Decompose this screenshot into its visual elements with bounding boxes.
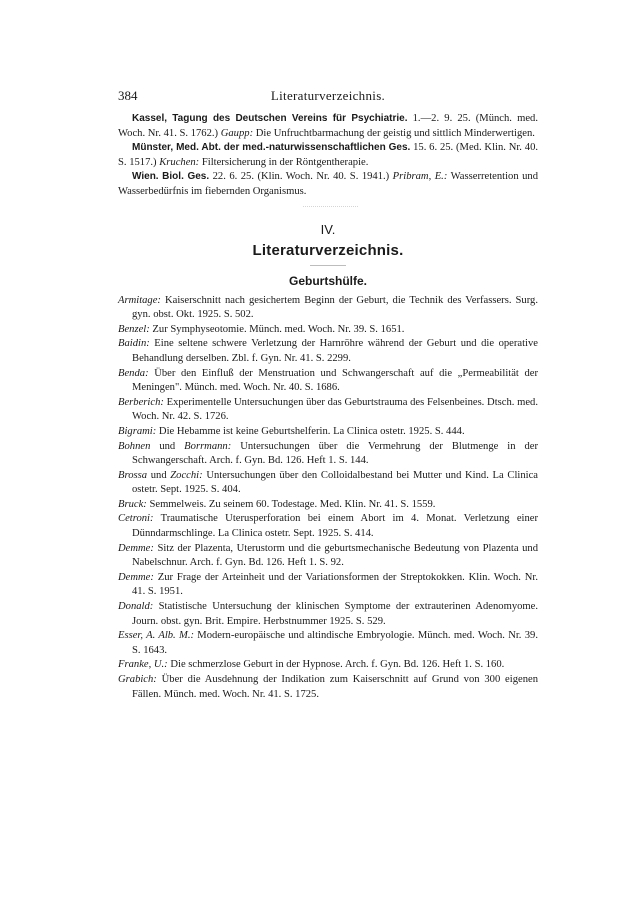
bibliography-entry — [118, 498, 538, 513]
bibliography-entry — [118, 294, 538, 323]
bibliography-entry — [118, 673, 538, 702]
subsection-title: Geburtshülfe. — [288, 273, 367, 288]
entry-text: Über den Einfluß der Menstruation und Schwangerschaft auf die „Permeabilität der Meningen". Münch. med. Woch. Nr. 40. S. 1686. — [132, 367, 538, 394]
entry-text: Traumatische Uterusperforation bei einem Abort im 4. Monat. Verletzung einer Dünndarmschlinge. La Clinica ostetr. Sept. 1925. S. 414. — [132, 513, 538, 540]
entry-text: Untersuchungen über die Vermehrung der Blutmenge in der Schwangerschaft. Arch. f. Gyn. Bd. 126. Heft 1. S. 144. — [132, 440, 538, 467]
running-title: Literaturverzeichnis. — [270, 88, 386, 103]
section-divider — [118, 200, 538, 214]
entry-conjunction: und — [147, 469, 171, 481]
bibliography-entry — [118, 469, 538, 498]
bibliography-entry — [118, 440, 538, 469]
entry-text: Die schmerzlose Geburt in der Hypnose. Arch. f. Gyn. Bd. 126. Heft 1. S. 160. — [167, 659, 505, 671]
bibliography-entry — [118, 512, 538, 541]
entry-author: Bohnen — [118, 440, 151, 452]
conference-author: Pribram, E.: — [392, 171, 448, 183]
entry-text: Eine seltene schwere Verletzung der Harnröhre während der Geburt und die operative Behandlung derselben. Zbl. f. Gyn. Nr. 41. S. 2299. — [132, 338, 538, 364]
entry-author: Bigrami: — [118, 425, 157, 437]
conference-author: Kruchen: — [159, 156, 200, 168]
conference-name: Münster, Med. Abt. der med.-naturwissenschaftlichen Ges. — [132, 142, 411, 154]
conference-name: Kassel, Tagung des Deutschen Vereins für Psychiatrie. — [132, 113, 408, 124]
entry-text: Zur Frage der Arteinheit und der Variationsformen der Streptokokken. Klin. Woch. Nr. 41. S. 1951. — [132, 571, 538, 598]
entry-author: Demme: — [118, 542, 154, 554]
entry-coauthor: Borrmann: — [184, 440, 232, 452]
entry-coauthor: Zocchi: — [170, 469, 203, 481]
running-head — [118, 88, 538, 106]
conference-source: 22. 6. 25. (Klin. Woch. Nr. 40. S. 1941.) — [209, 171, 393, 183]
bibliography-entry — [118, 323, 538, 338]
conference-topic: Filtersicherung in der Röntgentherapie. — [199, 156, 369, 168]
entry-author: Demme: — [118, 571, 154, 583]
entry-author: Esser, A. Alb. M.: — [118, 630, 194, 642]
bibliography-entry — [118, 425, 538, 440]
entry-text: Sitz der Plazenta, Uterustorm und die geburtsmechanische Bedeutung von Plazenta und Nabelschnur. Arch. f. Gyn. Bd. 126. Heft 1. S. 92. — [132, 542, 538, 569]
bibliography-entry — [118, 542, 538, 571]
page-content — [118, 112, 538, 702]
page-number: 384 — [118, 88, 138, 103]
conference-paragraph — [118, 170, 538, 199]
bibliography-entry — [118, 571, 538, 600]
entry-text: Kaiserschnitt nach gesichertem Beginn der Geburt, die Technik des Verfassers. Surg. gyn. obst. Okt. 1925. S. 502. — [132, 294, 538, 321]
entry-author: Benzel: — [118, 323, 150, 335]
entry-author: Cetroni: — [118, 513, 154, 525]
bibliography-entry — [118, 396, 538, 425]
conference-paragraph — [118, 141, 538, 170]
entry-text: Modern-europäische und altindische Embryologie. Münch. med. Woch. Nr. 39. S. 1643. — [132, 630, 538, 656]
entry-author: Bruck: — [118, 498, 147, 510]
entry-text: Statistische Untersuchung der klinischen Symptome der extrauterinen Adenomyome. Journ. obst. gyn. Brit. Empire. Herbstnummer 1925. S. 529. — [132, 601, 538, 627]
entry-text: Untersuchungen über den Colloidalbestand bei Mutter und Kind. La Clinica ostetr. Sept. 1925. S. 404. — [132, 469, 538, 496]
entry-author: Donald: — [118, 601, 154, 613]
section-title: Literaturverzeichnis. — [252, 241, 404, 259]
entry-text: Über die Ausdehnung der Indikation zum Kaiserschnitt auf Grund von 300 eigenen Fällen. Münch. med. Woch. Nr. 41. S. 1725. — [132, 674, 538, 700]
conference-topic: Die Unfruchtbarmachung der geistig und sittlich Minderwertigen. — [253, 127, 535, 139]
entry-author: Brossa — [118, 469, 148, 481]
conference-name: Wien. Biol. Ges. — [132, 171, 210, 183]
entry-author: Grabich: — [118, 674, 157, 685]
bibliography-entry — [118, 600, 538, 629]
entry-author: Baidin: — [118, 338, 150, 350]
section-number: IV. — [320, 221, 336, 237]
conference-source: 15. 6. 25. (Med. Klin. Nr. 40. S. 1517.) — [118, 142, 539, 168]
bibliography-entry — [118, 658, 538, 673]
entry-conjunction: und — [150, 440, 185, 452]
entry-text: Die Hebamme ist keine Geburtshelferin. La Clinica ostetr. 1925. S. 444. — [156, 425, 465, 437]
bibliography-entry — [118, 367, 538, 396]
conference-paragraph — [118, 112, 538, 141]
conference-topic: Wasserretention und Wasserbedürfnis im fiebernden Organismus. — [118, 171, 538, 197]
entry-text: Semmelweis. Zu seinem 60. Todestage. Med. Klin. Nr. 41. S. 1559. — [146, 498, 436, 510]
entry-author: Armitage: — [118, 294, 161, 306]
bibliography-entry — [118, 337, 538, 366]
bibliography-entry — [118, 629, 538, 658]
conference-author: Gaupp: — [220, 127, 254, 139]
conference-source: 1.—2. 9. 25. (Münch. med. Woch. Nr. 41. S. 1762.) — [118, 113, 538, 139]
entry-author: Franke, U.: — [118, 659, 168, 671]
entry-author: Benda: — [118, 367, 149, 379]
entry-text: Experimentelle Untersuchungen über das Geburtstrauma des Felsenbeines. Dtsch. med. Woch. Nr. 42. S. 1726. — [132, 396, 538, 423]
entry-author: Berberich: — [118, 396, 164, 408]
title-rule — [310, 265, 346, 272]
entry-text: Zur Symphyseotomie. Münch. med. Woch. Nr. 39. S. 1651. — [149, 323, 405, 335]
